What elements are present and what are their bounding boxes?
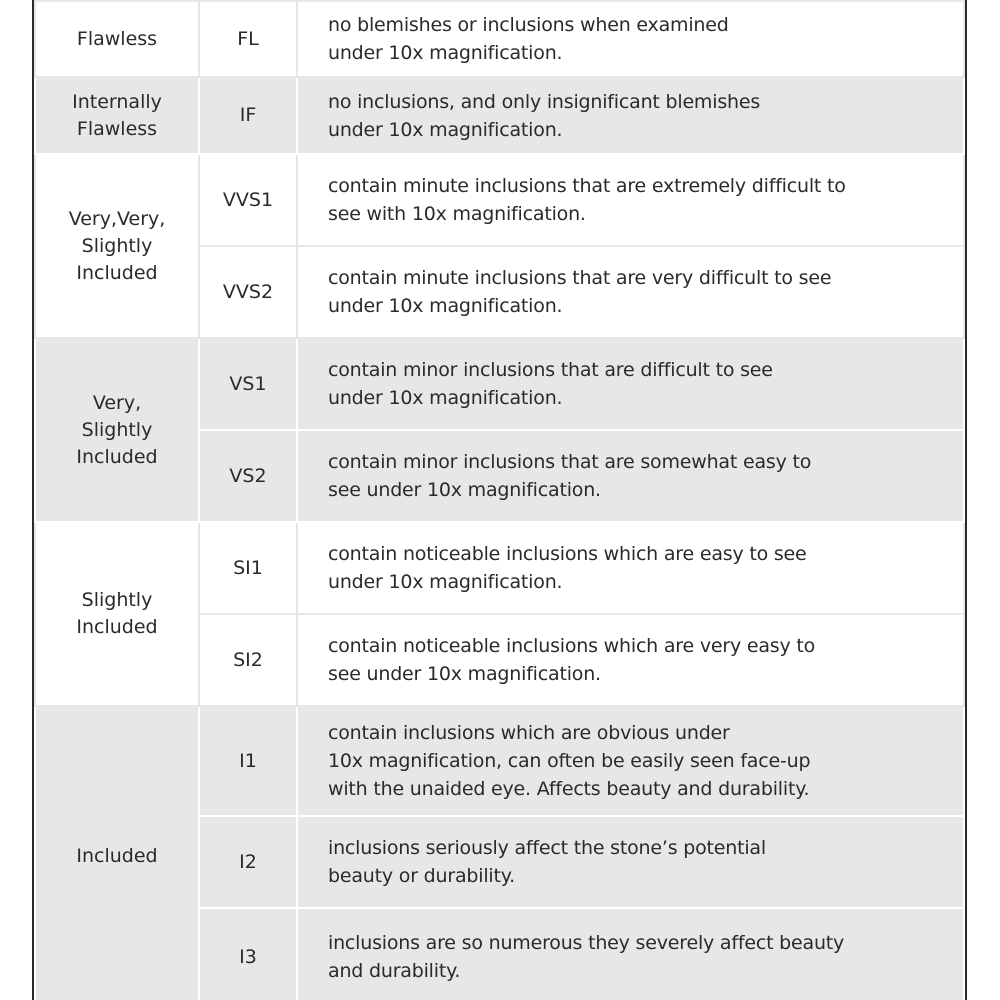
grade-name	[35, 706, 199, 1000]
grade-code: I2	[199, 816, 297, 908]
group-vs	[35, 338, 964, 522]
table-row	[35, 338, 964, 430]
grade-description: contain noticeable inclusions which are easy to see under 10x magnification.	[297, 522, 964, 614]
grade-description: inclusions are so numerous they severely affect beauty and durability.	[297, 908, 964, 1000]
grade-name	[35, 338, 199, 522]
grade-name	[35, 77, 199, 154]
grade-code: I3	[199, 908, 297, 1000]
grade-description: contain minor inclusions that are somewhat easy to see under 10x magnification.	[297, 430, 964, 522]
grade-label: Slightly Included	[76, 589, 158, 638]
group-vvs	[35, 154, 964, 338]
grade-code: FL	[199, 1, 297, 77]
grade-description: contain noticeable inclusions which are very easy to see under 10x magnification.	[297, 614, 964, 706]
grade-code: I1	[199, 706, 297, 816]
grade-description: contain minute inclusions that are extremely difficult to see with 10x magnification.	[297, 154, 964, 246]
table-row	[35, 77, 964, 154]
grade-code: VVS2	[199, 246, 297, 338]
grade-description: contain inclusions which are obvious under 10x magnification, can often be easily seen face-up with the unaided eye. Affects beauty and durability.	[297, 706, 964, 816]
grade-label: Very, Slightly Included	[76, 391, 158, 468]
grade-code: IF	[199, 77, 297, 154]
grade-code: SI2	[199, 614, 297, 706]
clarity-grade-table-container	[32, 0, 967, 1000]
table-row	[35, 154, 964, 246]
grade-description: no inclusions, and only insignificant blemishes under 10x magnification.	[297, 77, 964, 154]
grade-code: VVS1	[199, 154, 297, 246]
grade-name	[35, 154, 199, 338]
group-si	[35, 522, 964, 706]
group-included	[35, 706, 964, 1000]
grade-label: Included	[76, 844, 158, 867]
grade-label: Very,Very, Slightly Included	[68, 207, 166, 284]
table-row	[35, 1, 964, 77]
group-internally-flawless	[35, 77, 964, 154]
grade-name	[35, 1, 199, 77]
group-flawless	[35, 1, 964, 77]
grade-name	[35, 522, 199, 706]
grade-description: contain minute inclusions that are very difficult to see under 10x magnification.	[297, 246, 964, 338]
grade-code: SI1	[199, 522, 297, 614]
table-row	[35, 522, 964, 614]
grade-code: VS1	[199, 338, 297, 430]
grade-description: inclusions seriously affect the stone’s potential beauty or durability.	[297, 816, 964, 908]
clarity-grade-table	[34, 0, 965, 1000]
grade-label: Internally Flawless	[72, 90, 162, 140]
grade-label: Flawless	[76, 27, 158, 50]
table-row	[35, 706, 964, 816]
grade-description: contain minor inclusions that are difficult to see under 10x magnification.	[297, 338, 964, 430]
grade-description: no blemishes or inclusions when examined under 10x magnification.	[297, 1, 964, 77]
grade-code: VS2	[199, 430, 297, 522]
